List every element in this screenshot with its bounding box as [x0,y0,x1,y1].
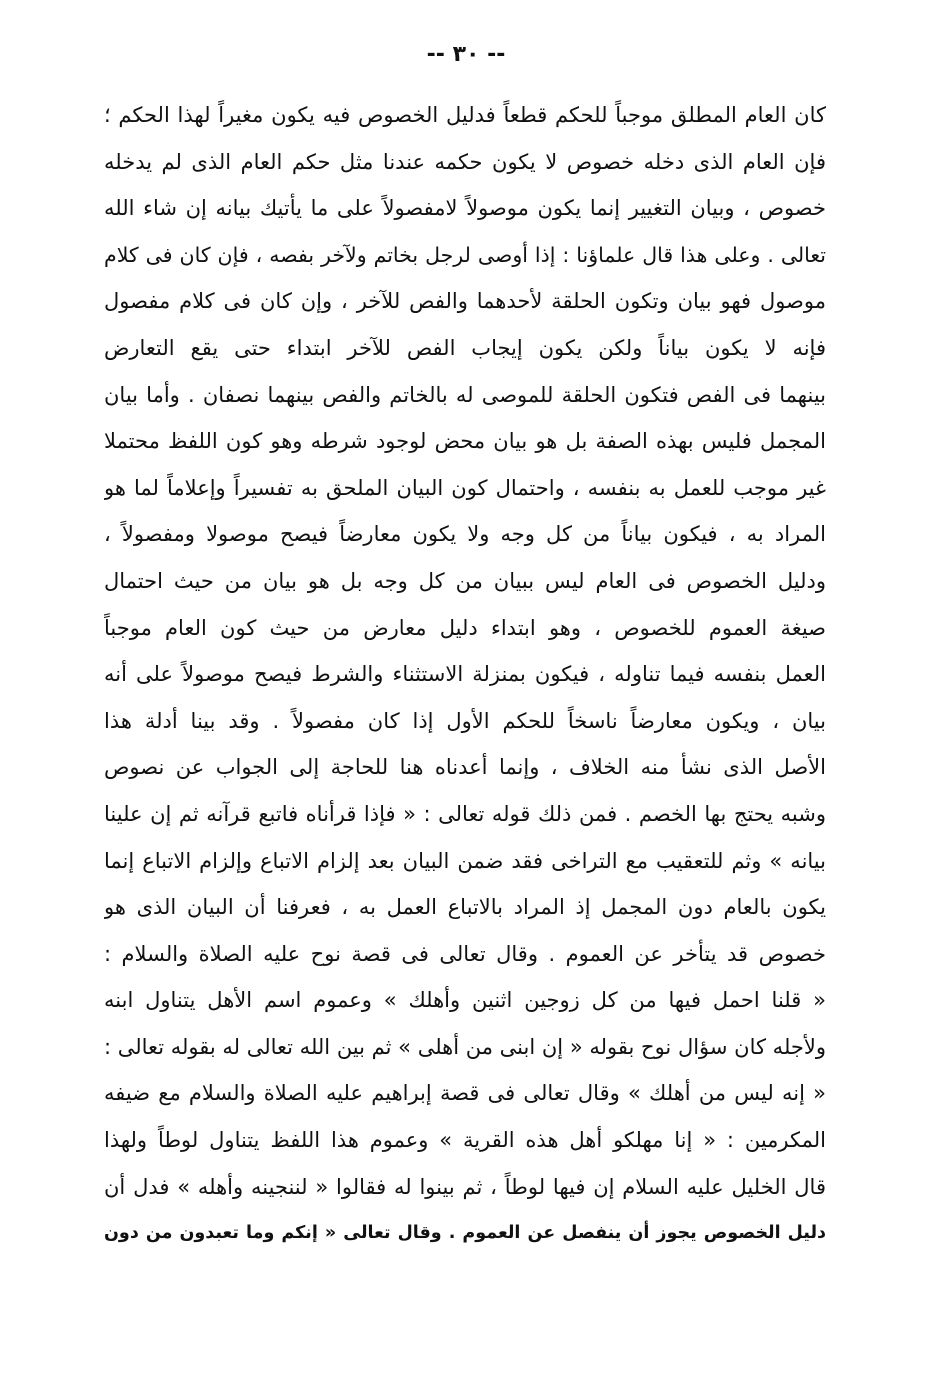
text-line: خصوص ، وبيان التغيير إنما يكون موصولاً لامفصولاً على ما يأتيك بيانه إن شاء الله [104,196,826,221]
text-line: بيانه » وثم للتعقيب مع التراخى فقد ضمن البيان بعد إلزام الاتباع وإلزام الاتباع إنما [104,848,826,873]
text-line: فإن العام الذى دخله خصوص لا يكون حكمه عندنا مثل حكم العام الذى لم يدخله [104,149,826,174]
text-line: قال الخليل عليه السلام إن فيها لوطاً ، ثم بينوا له فقالوا « لننجينه وأهله » فدل أن [104,1174,826,1199]
text-line: المجمل فليس بهذه الصفة بل هو بيان محض لوجود شرطه وهو كون اللفظ محتملا [104,429,826,454]
text-line: المكرمين : « إنا مهلكو أهل هذه القرية » وعموم هذا اللفظ يتناول لوطاً ولهذا [104,1128,826,1153]
page-number: -- ٣٠ -- [426,42,506,67]
text-line: بيان ، ويكون معارضاً ناسخاً للحكم الأول إذا كان مفصولاً . وقد بينا أدلة هذا [104,708,826,733]
text-line: المراد به ، فيكون بياناً من كل وجه ولا يكون معارضاً فيصح موصولا ومفصولاً ، [104,522,826,547]
text-line: يكون بالعام دون المجمل إذ المراد بالاتباع العمل به ، فعرفنا أن البيان الذى هو [104,895,826,920]
text-line: ولأجله كان سؤال نوح بقوله « إن ابنى من أهلى » ثم بين الله تعالى له بقوله تعالى : [104,1034,826,1059]
body-text [104,92,826,1257]
text-line: وشبه يحتج بها الخصم . فمن ذلك قوله تعالى : « فإذا قرأناه فاتبع قرآنه ثم إن علينا [104,801,826,826]
text-line: « إنه ليس من أهلك » وقال تعالى فى قصة إبراهيم عليه الصلاة والسلام مع ضيفه [104,1081,826,1106]
text-line: تعالى . وعلى هذا قال علماؤنا : إذا أوصى لرجل بخاتم ولآخر بفصه ، فإن كان فى كلام [104,242,826,267]
text-line: العمل بنفسه فيما تناوله ، فيكون بمنزلة الاستثناء والشرط فيصح موصولاً على أنه [104,662,826,687]
text-line: خصوص قد يتأخر عن العموم . وقال تعالى فى قصة نوح عليه الصلاة والسلام : [104,941,826,966]
text-line: فإنه لا يكون بياناً ولكن يكون إيجاب الفص للآخر ابتداء حتى يقع التعارض [104,335,826,360]
text-line: صيغة العموم للخصوص ، وهو ابتداء دليل معارض من حيث كون العام موجباً [104,615,826,640]
text-line: الأصل الذى نشأ منه الخلاف ، وإنما أعدناه هنا للحاجة إلى الجواب عن نصوص [104,755,826,780]
text-line: بينهما فى الفص فتكون الحلقة للموصى له بالخاتم والفص بينهما نصفان . وأما بيان [104,382,826,407]
text-line: دليل الخصوص يجوز أن ينفصل عن العموم . وقال تعالى « إنكم وما تعبدون من دون [104,1223,826,1244]
text-line: موصول فهو بيان وتكون الحلقة لأحدهما والفص للآخر ، وإن كان فى كلام مفصول [104,289,826,314]
text-line: ودليل الخصوص فى العام ليس ببيان من كل وجه بل هو بيان من حيث احتمال [104,568,826,593]
text-line: غير موجب للعمل به بنفسه ، واحتمال كون البيان الملحق به تفسيراً وإعلاماً لما هو [104,475,826,500]
text-line: كان العام المطلق موجباً للحكم قطعاً فدليل الخصوص فيه يكون مغيراً لهذا الحكم ؛ [104,103,826,127]
text-line: « قلنا احمل فيها من كل زوجين اثنين وأهلك » وعموم اسم الأهل يتناول ابنه [104,988,826,1013]
